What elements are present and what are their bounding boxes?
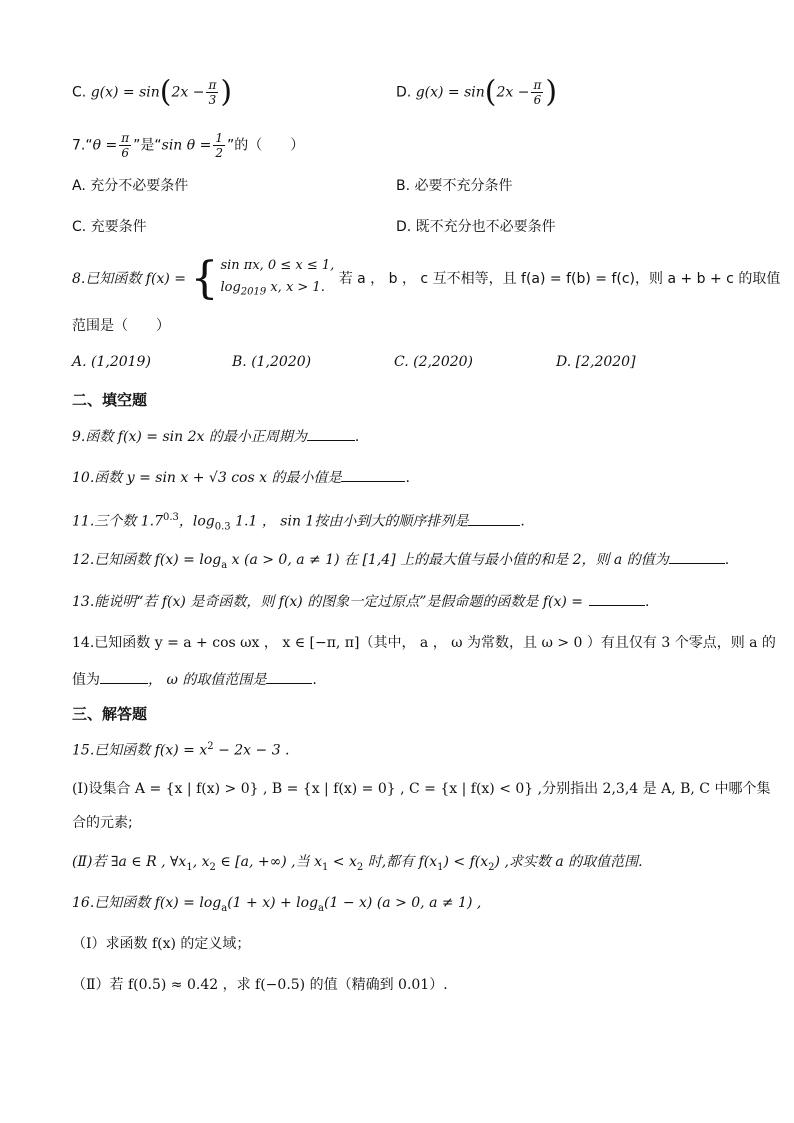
q14-line2: 值为 ， ω 的取值范围是 .	[72, 669, 734, 690]
q16-stem: 16.已知函数 $f(x) = \log_a(1 + x) + \log_a(1 - x) (a > 0$, a ≠ 1) ,	[72, 895, 482, 914]
q6-option-d: D. g(x) = sin(2x − $\frac{\pi}{6}$ )	[396, 74, 558, 110]
section-heading-fill-in: 二、填空题	[72, 391, 148, 409]
answer-blank	[307, 426, 355, 441]
q10: 10.函数 y = sin x + √3 cos x 的最小值是 .	[72, 467, 734, 488]
q8-option-b: B. (1,2020)	[232, 354, 312, 370]
answer-blank	[669, 549, 725, 564]
q7-option-a: A. 充分不必要条件	[72, 178, 189, 194]
q16-part2: （Ⅱ）若 f(0.5) ≈ 0.42 ，求 f(−0.5) 的值（精确到 0.01）.	[72, 977, 448, 993]
q8-option-d: D. [2,2020]	[556, 354, 636, 370]
fraction: $\frac{1}{2}$	[215, 131, 224, 160]
fraction: $\frac{\pi}{6}$	[533, 78, 542, 107]
answer-blank	[266, 669, 312, 684]
q15-stem: 15.已知函数 $f(x) = x^2 - 2x - 3$ .	[72, 741, 290, 759]
q7-option-d: D. 既不充分也不必要条件	[396, 219, 556, 235]
q15-part1-line2: 合的元素;	[72, 815, 133, 831]
fraction: $\frac{\pi}{3}$	[208, 78, 217, 107]
answer-blank	[341, 467, 405, 482]
fraction: $\frac{\pi}{6}$	[121, 131, 130, 160]
q8-option-a: A. (1,2019)	[72, 354, 151, 370]
q7-option-b: B. 必要不充分条件	[396, 178, 513, 194]
answer-blank	[468, 511, 520, 526]
q8-option-c: C. (2,2020)	[394, 354, 474, 370]
q9: 9.函数 f(x) = sin 2x 的最小正周期为 .	[72, 426, 734, 447]
q8-stem: 8.已知函数 f(x) = { sin πx, 0 ≤ x ≤ 1, $\log_{2019} x$, x > 1. 若 a ， b ， c 互不相等，且 f(a) = f(b) = f(c)，则 a + b + c 的取值	[72, 253, 781, 304]
q15-part2: (Ⅱ)若 ∃a ∈ R , $\forall x_1$, $x_2$ ∈ [a, +∞) ,当 $x_1 < x_2$ 时,都有 $f(x_1) < f(x_2)$ ,求实数 a 的取值范围.	[72, 854, 643, 873]
q7-stem: 7.“θ = $\frac{\pi}{6}$ ”是“sin θ = $\frac{1}{2}$ ”的（ ）	[72, 131, 305, 160]
q13: 13.能说明“若 f(x) 是奇函数，则 f(x) 的图象一定过原点”是假命题的函数是 f(x) = .	[72, 591, 734, 612]
q15-part1: (Ⅰ)设集合 A = {x | f(x) > 0} , B = {x | f(x) = 0} , C = {x | f(x) < 0} ,分别指出 2,3,4 是 A, B, C 中哪个集	[72, 781, 771, 797]
answer-blank	[589, 591, 645, 606]
answer-blank	[100, 669, 148, 684]
q14-line1: 14.已知函数 y = a + cos ωx ， x ∈ [−π, π]（其中， a ， ω 为常数，且 ω > 0 ）有且仅有 3 个零点，则 a 的	[72, 635, 776, 651]
piecewise-function: { sin πx, 0 ≤ x ≤ 1, $\log_{2019} x$, x > 1.	[190, 253, 335, 304]
q11: 11.三个数 $1.7^{0.3}$，$\log_{0.3} 1.1$ ， sin 1按由小到大的顺序排列是 .	[72, 512, 525, 533]
section-heading-solutions: 三、解答题	[72, 705, 148, 723]
q7-option-c: C. 充要条件	[72, 219, 147, 235]
q16-part1: （Ⅰ）求函数 f(x) 的定义域；	[72, 936, 251, 952]
q12: 12.已知函数 $f(x) = \log_a x$ (a > 0, a ≠ 1) 在 [1,4] 上的最大值与最小值的和是 2，则 a 的值为 .	[72, 549, 734, 576]
q6-option-c: C. g(x) = sin(2x − $\frac{\pi}{3}$ )	[72, 74, 233, 110]
q8-stem-line2: 范围是（ ）	[72, 318, 170, 334]
